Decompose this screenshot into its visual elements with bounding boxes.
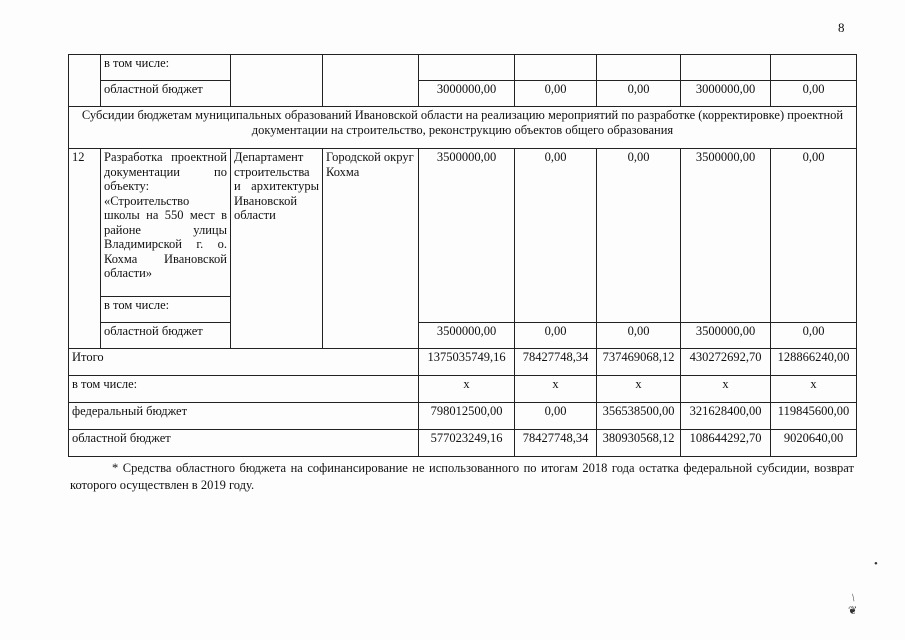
value-cell: x [771,376,857,403]
value-cell: 3000000,00 [681,81,771,107]
value-cell: 0,00 [515,149,597,323]
value-cell: 78427748,34 [515,349,597,376]
value-cell [515,55,597,81]
row-label: областной бюджет [69,430,419,457]
value-cell: 3500000,00 [681,323,771,349]
value-cell: 0,00 [597,81,681,107]
scan-speck: / [849,592,858,604]
item-name: Разработка проектной документации по объекту: «Строительство школы на 550 мест в районе улицы Владимирской г. о. Кохма Ивановской области» [101,149,231,297]
item-number: 12 [69,149,101,349]
value-cell: 0,00 [771,323,857,349]
value-cell: 78427748,34 [515,430,597,457]
value-cell: 356538500,00 [597,403,681,430]
value-cell: 0,00 [597,149,681,323]
table-row [69,81,857,107]
value-cell: 3500000,00 [681,149,771,323]
table-cell-empty [69,55,101,107]
value-cell: x [681,376,771,403]
row-label: в том числе: [101,297,231,323]
table-row [69,149,857,297]
value-cell: 430272692,70 [681,349,771,376]
value-cell: 0,00 [771,149,857,323]
value-cell: 0,00 [771,81,857,107]
value-cell: 798012500,00 [419,403,515,430]
item-recipient: Городской округ Кохма [323,149,419,349]
page-number: 8 [838,20,845,35]
value-cell: 3500000,00 [419,323,515,349]
value-cell [419,55,515,81]
table-cell-empty [231,55,323,107]
value-cell: 737469068,12 [597,349,681,376]
value-cell: 3000000,00 [419,81,515,107]
value-cell: x [597,376,681,403]
section-title: Субсидии бюджетам муниципальных образований Ивановской области на реализацию мероприятий по разработке (корректировке) проектной документации на строительство, реконструкцию объектов общего образования [69,107,857,149]
footnote-text: * Средства областного бюджета на софинансирование не использованного по итогам 2018 года остатка федеральной субсидии, возврат которого осуществлен в 2019 году. [70,461,854,492]
value-cell [681,55,771,81]
totals-row [69,349,857,376]
row-label: областной бюджет [101,323,231,349]
table-row [69,55,857,81]
table-row [69,107,857,149]
value-cell: 3500000,00 [419,149,515,323]
row-label: в том числе: [101,55,231,81]
table-cell-empty [323,55,419,107]
value-cell: 0,00 [515,81,597,107]
scan-speck: ❦ [848,605,858,617]
value-cell: 128866240,00 [771,349,857,376]
footnote [70,460,854,494]
value-cell: 380930568,12 [597,430,681,457]
value-cell: 9020640,00 [771,430,857,457]
value-cell: 577023249,16 [419,430,515,457]
value-cell [771,55,857,81]
value-cell: 1375035749,16 [419,349,515,376]
row-label: в том числе: [69,376,419,403]
value-cell: 321628400,00 [681,403,771,430]
totals-row [69,403,857,430]
row-label: областной бюджет [101,81,231,107]
row-label: Итого [69,349,419,376]
value-cell: 0,00 [515,323,597,349]
totals-row [69,430,857,457]
value-cell [597,55,681,81]
budget-table [68,54,857,457]
value-cell: 108644292,70 [681,430,771,457]
value-cell: x [419,376,515,403]
table-row [69,323,857,349]
value-cell: 119845600,00 [771,403,857,430]
value-cell: 0,00 [597,323,681,349]
value-cell: x [515,376,597,403]
item-executor: Департамент строительства и архитектуры Ивановской области [231,149,323,349]
scan-speck: • [874,558,878,570]
row-label: федеральный бюджет [69,403,419,430]
totals-row [69,376,857,403]
value-cell: 0,00 [515,403,597,430]
